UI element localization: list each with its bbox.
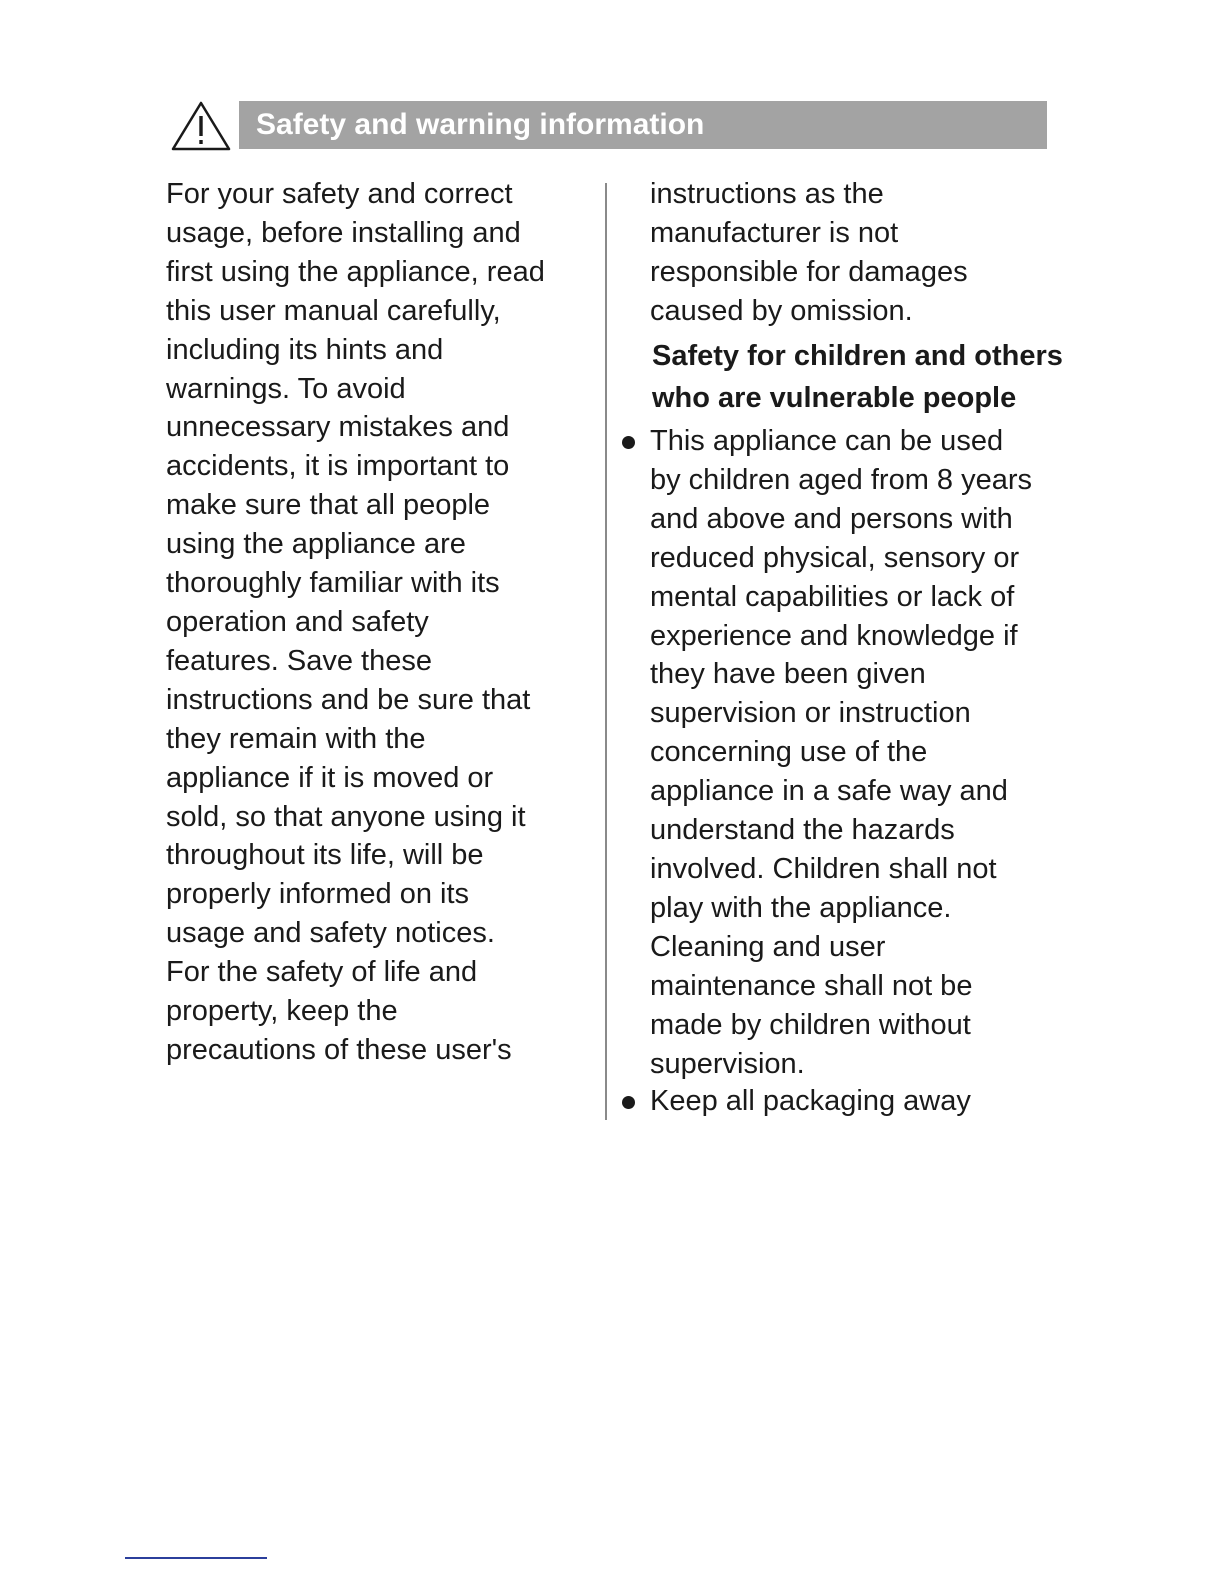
section-title: Safety and warning information [239, 101, 1047, 149]
intro-paragraph: For your safety and correct usage, before installing and first using the appliance, read this user manual carefully, including its hints and warnings. To avoid unnecessary mistakes and accidents, it is important to make sure that all people using the appliance are thoroughly familiar with its operation and safety features. Save these instructions and be sure that they remain with the appliance if it is moved or sold, so that anyone using it throughout its life, will be properly informed on its usage and safety notices. For the safety of life and property, keep the precautions of these user's [166, 178, 545, 1066]
children-safety-heading: Safety for children and others who are vulnerable people [652, 340, 1063, 414]
list-item-text: This appliance can be used by children aged from 8 years and above and persons with reduced physical, sensory or mental capabilities or lack of experience and knowledge if they have been given supervision or instruction concerning use of the appliance in a safe way and understand the hazards involved. Children shall not play with the appliance. Cleaning and user maintenance shall not be made by children without supervision. [650, 425, 1033, 1080]
bullet-icon [622, 436, 635, 449]
warning-triangle-icon [170, 100, 232, 152]
intro-paragraph-continued: instructions as the manufacturer is not responsible for damages caused by omission. [650, 178, 968, 327]
column-divider [605, 183, 607, 1120]
list-item-text: Keep all packaging away [650, 1085, 971, 1117]
bullet-icon [622, 1096, 635, 1109]
footer-rule [125, 1557, 267, 1559]
